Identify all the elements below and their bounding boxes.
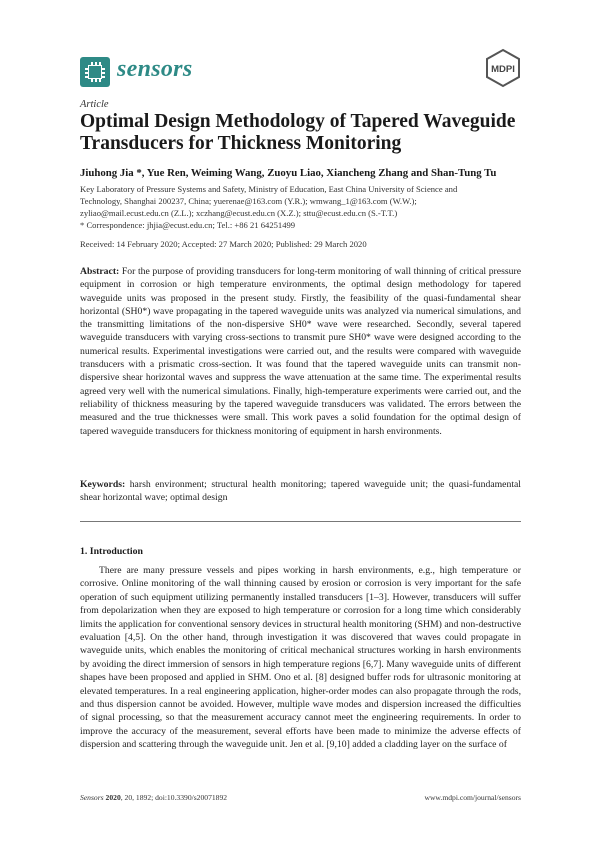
affiliation-line: zyliao@mail.ecust.edu.cn (Z.L.); xczhang@ecust.edu.cn (X.Z.); sttu@ecust.edu.cn (S.-T.T.) xyxy=(80,208,398,218)
abstract-label: Abstract: xyxy=(80,266,120,277)
affiliation xyxy=(80,183,530,231)
title-line-2: Transducers for Thickness Monitoring xyxy=(80,133,402,154)
page-title xyxy=(80,111,540,155)
mdpi-logo-icon xyxy=(483,48,523,88)
keywords-label: Keywords: xyxy=(80,479,126,490)
footer-journal: Sensors xyxy=(80,793,104,802)
keywords xyxy=(80,478,521,505)
abstract xyxy=(80,265,521,438)
footer-url: www.mdpi.com/journal/sensors xyxy=(424,793,521,802)
divider xyxy=(80,521,521,522)
footer-citation xyxy=(80,793,227,802)
footer-year: 2020 xyxy=(105,793,121,802)
affiliation-line: Technology, Shanghai 200237, China; yuerenae@163.com (Y.R.); wmwang_1@163.com (W.W.); xyxy=(80,196,417,206)
authors: Jiuhong Jia *, Yue Ren, Weiming Wang, Zuoyu Liao, Xiancheng Zhang and Shan-Tung Tu xyxy=(80,167,497,179)
mdpi-logo-text: MDPI xyxy=(491,64,515,75)
title-line-1: Optimal Design Methodology of Tapered Waveguide xyxy=(80,111,516,132)
section-heading: 1. Introduction xyxy=(80,546,143,557)
correspondence: * Correspondence: jhjia@ecust.edu.cn; Tel.: +86 21 64251499 xyxy=(80,220,296,230)
footer-citation-text: , 20, 1892; doi:10.3390/s20071892 xyxy=(120,793,228,802)
dates: Received: 14 February 2020; Accepted: 27 March 2020; Published: 29 March 2020 xyxy=(80,239,367,249)
keywords-text: harsh environment; structural health monitoring; tapered waveguide unit; the quasi-fundamental shear horizontal wave; optimal design xyxy=(80,479,521,504)
sensors-chip-logo-icon xyxy=(80,57,110,87)
affiliation-line: Key Laboratory of Pressure Systems and Safety, Ministry of Education, East China University of Science and xyxy=(80,184,458,194)
abstract-text: For the purpose of providing transducers for long-term monitoring of wall thinning of critical pressure equipment in corrosion or high temperature environments, the optimal design methodology for tapered waveguide units was proposed in the present study. Firstly, the feasibility of the quasi-fundamental shear horizontal (SH0*) wave propagating in the tapered waveguide units was analyzed via numerical simulations, and the transmitting limitations of the non-dispersive SH0* wave were researched. Secondly, several tapered waveguide transducers with varying cross-sections to transmit pure SH0* wave were designed according to the numerical results. Experimental investigations were carried out, and the results were compared with waveguide transducers with a prismatic cross-section. It was found that the tapered waveguide units can transmit non-dispersive shear horizontal waves and suppress the wave attenuation at the same time. The experimental results agreed very well with the numerical simulations. Finally, high-temperature experiments were carried out, and the reliability of thickness measuring by the tapered waveguide transducers was validated. The errors between the measured and the true thicknesses were small. This work paves a solid foundation for the optimal design of tapered waveguide transducers for thickness monitoring of equipment in harsh environments. xyxy=(80,266,521,437)
introduction-paragraph: There are many pressure vessels and pipes working in harsh environments, e.g., high temperature or corrosive. Online monitoring of the wall thinning caused by erosion or corrosion is very important for the safe operation of such equipment utilizing permanently installed transducers [1–3]. However, transducers will suffer from depolarization when they are exposed to high temperature or corrosion for a long time which considerably limits the application for conventional sensory devices in structural health monitoring (SHM) and non-destructive evaluation [4,5]. On the other hand, through investigation it was discovered that waves could propagate in waveguide units, which enables the monitoring of critical mechanical structures working in harsh environments by avoiding the direct immersion of sensors in high temperature regions [6,7]. Many waveguide units of different shapes have been proposed and applied in SHM. Ono et al. [8] designed buffer rods for ultrasonic monitoring at elevated temperatures. In a real engineering application, higher-order modes can also propagate through the rods, and thus dispersion cannot be avoided. However, multiple wave modes and dispersion increased the difficulties of signal processing, so that the measurement accuracy cannot meet the engineering requirements. In order to improve the accuracy of the measurement, several efforts have been made to minimize the adverse effects of dispersion and scattering through the waveguide unit. Jen et al. [9,10] added a cladding layer on the surface of xyxy=(80,565,521,751)
journal-name: sensors xyxy=(117,56,193,82)
article-type: Article xyxy=(80,99,109,110)
